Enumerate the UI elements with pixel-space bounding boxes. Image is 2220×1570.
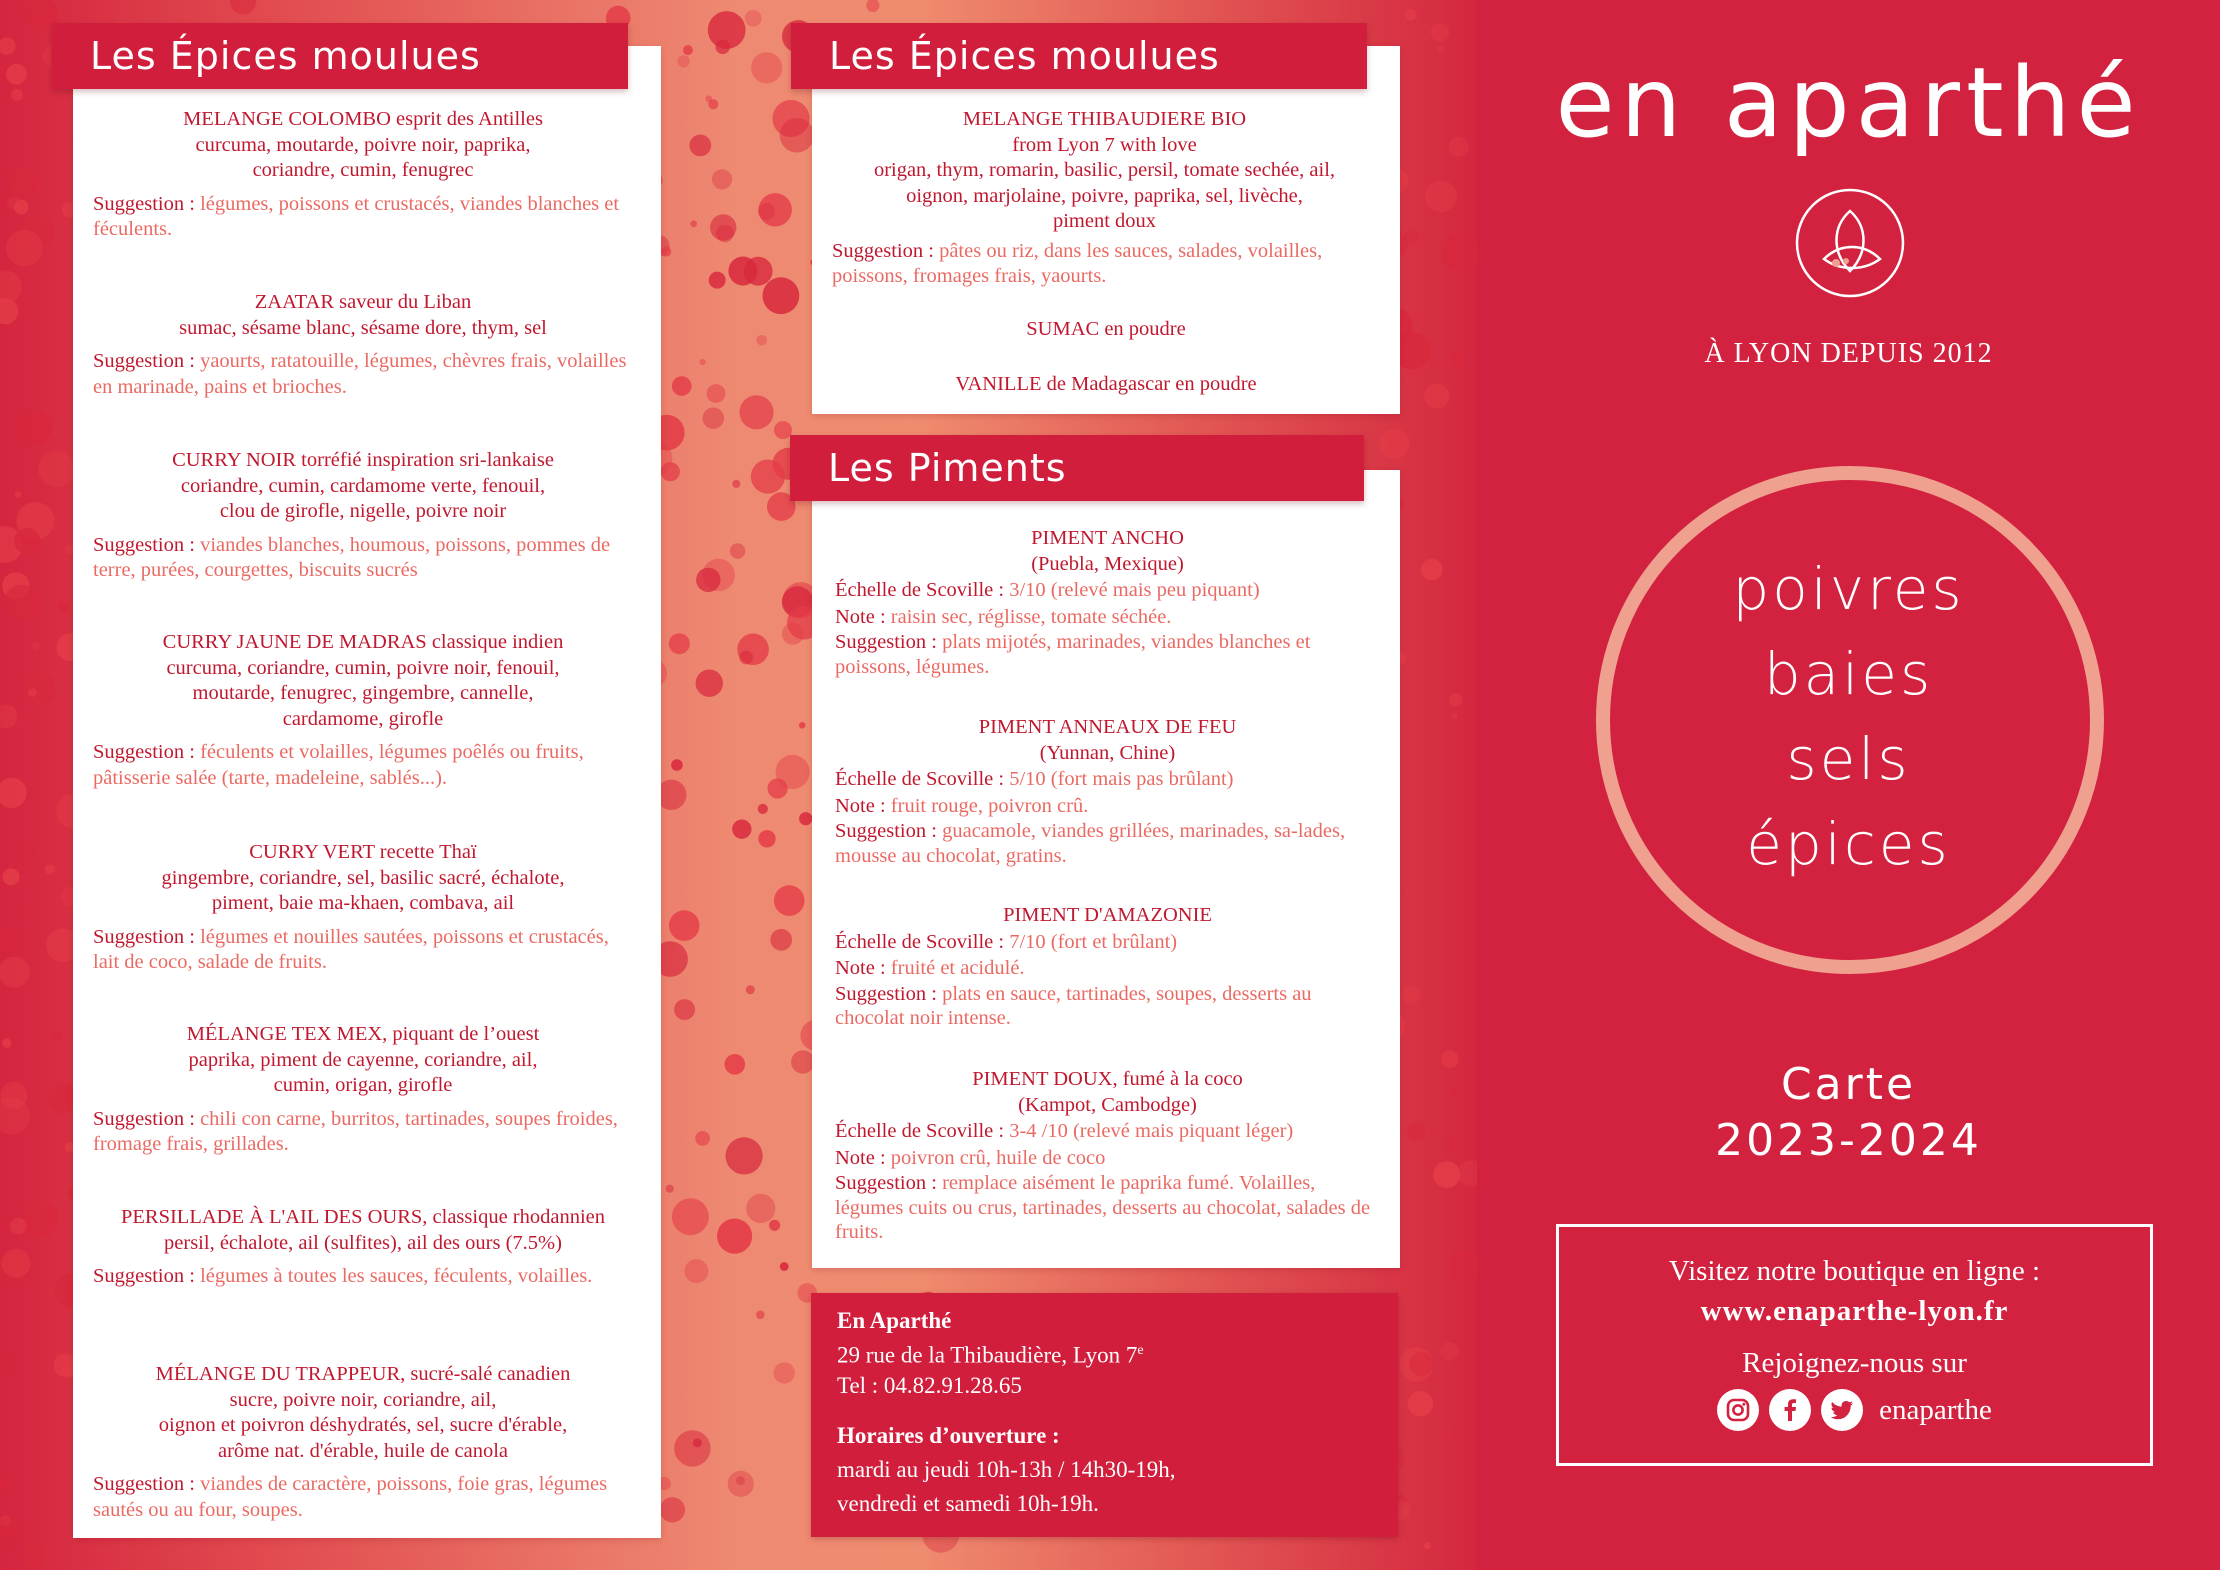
social-links [1559, 1389, 2150, 1431]
bokeh-dot [1441, 234, 1477, 272]
suggestion-label: Suggestion : [93, 533, 195, 556]
spice-entry [93, 107, 633, 243]
note-line-value: fruit rouge, poivron crû. [885, 794, 1089, 817]
note-line-value: fruité et acidulé. [885, 957, 1025, 979]
suggestion-text: chili con carne, burritos, tartinades, soupes froides, fromage frais, grillades. [93, 1107, 618, 1155]
entry-vanille: VANILLE de Madagascar en poudre [955, 373, 1257, 395]
bokeh-dot [2, 1038, 11, 1047]
spice-entry-line: MÉLANGE DU TRAPPEUR, sucré-salé canadien [155, 1363, 571, 1385]
bokeh-dot [696, 568, 720, 592]
bokeh-dot [726, 1137, 763, 1174]
bokeh-dot [1452, 1088, 1459, 1095]
bokeh-dot [677, 55, 689, 67]
suggestion-line-value: remplace aisément le paprika fumé. Volailles, légumes cuits ou crus, tartinades, desserts au chocolat, salades de fruits. [835, 1172, 1371, 1243]
spice-entry-suggestion [93, 740, 633, 791]
bokeh-dot [660, 1497, 685, 1522]
bokeh-dot [4, 585, 40, 621]
note-line-value: poivron crû, huile de coco [885, 1146, 1106, 1169]
scoville-line [835, 766, 1380, 793]
suggestion-text: légumes à toutes les sauces, féculents, volailles. [194, 1265, 593, 1287]
entry-thibaudiere-suggestion: Suggestion : pâtes ou riz, dans les sauces, salades, volailles, poissons, fromages frais, yaourts. [832, 239, 1323, 287]
bokeh-dot [693, 1438, 702, 1447]
join-text: Rejoignez-nous sur [1742, 1347, 1967, 1379]
bokeh-dot [1452, 351, 1468, 367]
piment-entry [835, 1067, 1380, 1245]
bokeh-dot [0, 928, 23, 953]
bokeh-dot [1449, 136, 1469, 156]
bokeh-dot [7, 197, 20, 210]
bokeh-dot [725, 1054, 746, 1075]
suggestion-label: Suggestion : [93, 1107, 195, 1130]
bokeh-dot [23, 1202, 58, 1237]
spice-entry-title [93, 1205, 633, 1256]
hours-line-1: mardi au jeudi 10h-13h / 14h30-19h, [837, 1456, 1176, 1482]
spice-entry-line: coriandre, cumin, cardamome verte, fenouil, [180, 474, 546, 497]
bokeh-dot [799, 722, 806, 729]
suggestion-line [835, 982, 1380, 1031]
bokeh-dot [866, 0, 879, 12]
bokeh-dot [6, 230, 43, 267]
note-line [835, 955, 1380, 982]
bokeh-dot [672, 1198, 709, 1235]
suggestion-line-label: Suggestion : [835, 820, 937, 842]
shop-phone: Tel : 04.82.91.28.65 [837, 1372, 1022, 1398]
spice-entry-line: arôme nat. d'érable, huile de canola [218, 1439, 508, 1462]
spice-entry-line: cardamome, girofle [282, 707, 444, 730]
bokeh-dot [53, 1032, 63, 1042]
spice-entry-line: moutarde, fenugrec, gingembre, cannelle, [192, 682, 534, 704]
bokeh-dot [700, 359, 706, 365]
info-box [811, 1293, 1398, 1537]
bokeh-dot [1407, 1122, 1426, 1141]
col1-header: Les Épices moulues [52, 23, 628, 89]
scoville-line-label: Échelle de Scoville : [835, 1120, 1005, 1142]
scoville-line [835, 577, 1380, 604]
suggestion-label: Suggestion : [93, 741, 195, 763]
bokeh-dot [684, 1259, 708, 1283]
bokeh-dot [32, 642, 40, 650]
scoville-line [835, 929, 1380, 956]
bokeh-dot [1404, 229, 1419, 244]
spice-entry-line: paprika, piment de cayenne, coriandre, ail, [188, 1048, 538, 1071]
category-baies: baies [1763, 640, 1934, 708]
spice-entry [93, 1362, 633, 1523]
bokeh-dot [728, 1471, 754, 1497]
bokeh-dot [14, 528, 40, 554]
carte-label [1477, 1057, 2220, 1169]
bokeh-dot [715, 40, 730, 55]
bokeh-dot [683, 45, 693, 55]
bokeh-dot [20, 906, 30, 916]
suggestion-label: Suggestion : [93, 192, 195, 215]
bokeh-dot [37, 22, 49, 34]
bokeh-dot [0, 1474, 10, 1493]
bokeh-dot [709, 272, 726, 289]
piment-title-line: PIMENT DOUX, fumé à la coco [972, 1068, 1243, 1090]
note-line-label: Note : [835, 605, 886, 628]
bokeh-dot [770, 929, 792, 951]
hours-title: Horaires d’ouverture : [837, 1422, 1060, 1448]
suggestion-line-value: guacamole, viandes grillées, marinades, sa-lades, mousse au chocolat, gratins. [835, 820, 1346, 867]
entry-thibaudiere [832, 107, 1377, 290]
bokeh-dot [0, 1351, 15, 1378]
bokeh-dot [705, 95, 712, 102]
spice-entry-line: persil, échalote, ail (sulfites), ail des ours (7.5%) [164, 1231, 562, 1254]
piment-title-line: PIMENT ANCHO [1031, 527, 1184, 549]
suggestion-line-label: Suggestion : [835, 982, 937, 1005]
bokeh-dot [1449, 693, 1462, 706]
bokeh-dot [15, 491, 22, 498]
bokeh-dot [732, 820, 751, 839]
piment-title-line: (Kampot, Cambodge) [1018, 1093, 1197, 1116]
scoville-line [835, 1118, 1380, 1145]
hours-line-2: vendredi et samedi 10h-19h. [837, 1490, 1099, 1516]
bokeh-dot [661, 462, 680, 481]
spice-entry [93, 630, 633, 791]
bokeh-dot [674, 999, 695, 1020]
bokeh-dot [1431, 23, 1450, 42]
spice-entry-suggestion [93, 1107, 633, 1158]
spice-entry-line: oignon, marjolaine, poivre, paprika, sel, livèche, [906, 184, 1303, 207]
spice-entry-title [93, 840, 633, 917]
bokeh-dot [1425, 181, 1456, 212]
scoville-line-label: Échelle de Scoville : [835, 579, 1005, 601]
scoville-line-value: 3/10 (relevé mais peu piquant) [1004, 579, 1260, 601]
spice-entry-line: coriandre, cumin, fenugrec [252, 159, 474, 181]
spice-entry-line: MELANGE THIBAUDIERE BIO [962, 108, 1247, 130]
bokeh-dot [674, 1430, 710, 1466]
spice-entry-line: gingembre, coriandre, sel, basilic sacré, échalote, [161, 866, 565, 889]
bokeh-dot [672, 376, 692, 396]
bokeh-dot [10, 1218, 27, 1235]
suggestion-line-label: Suggestion : [835, 1172, 937, 1194]
bokeh-dot [746, 985, 755, 994]
spice-entry-title [93, 1022, 633, 1099]
spice-entry-line: from Lyon 7 with love [1012, 133, 1197, 156]
bokeh-dot [1457, 1160, 1477, 1186]
note-line [835, 793, 1380, 820]
spice-entry-line: cumin, origan, girofle [273, 1074, 453, 1096]
bokeh-dot [1409, 1352, 1433, 1376]
spice-entry-suggestion [93, 192, 633, 243]
suggestion-line [835, 630, 1380, 679]
bokeh-dot [1424, 384, 1449, 409]
scoville-line-value: 3-4 /10 (relevé mais piquant léger) [1004, 1120, 1294, 1142]
spice-entry-line: CURRY JAUNE DE MADRAS classique indien [162, 631, 564, 653]
bokeh-dot [751, 52, 782, 83]
scoville-line-value: 5/10 (fort mais pas brûlant) [1004, 768, 1234, 790]
bokeh-dot [1437, 45, 1444, 52]
spice-entry-line: CURRY NOIR torréfié inspiration sri-lankaise [172, 449, 554, 471]
piment-title-line: (Puebla, Mexique) [1031, 552, 1184, 575]
carte-years: 2023-2024 [1715, 1115, 1982, 1166]
bokeh-dot [1451, 713, 1457, 719]
suggestion-text: féculents et volailles, légumes poêlés ou fruits, pâtisserie salée (tarte, madeleine, sablés...). [93, 741, 584, 789]
social-handle[interactable]: enaparthe [1879, 1393, 1992, 1426]
leaf-logo-icon [1794, 187, 1906, 299]
shop-address: 29 rue de la Thibaudière, Lyon 7e [837, 1342, 1144, 1368]
spice-entry [93, 1205, 633, 1290]
bokeh-dot [1408, 1391, 1433, 1416]
bokeh-dot [23, 19, 30, 26]
bokeh-dot [732, 480, 740, 488]
bokeh-dot [28, 688, 37, 697]
bokeh-dot [45, 865, 55, 875]
suggestion-text: viandes blanches, houmous, poissons, pommes de terre, purées, courgettes, biscuits sucrés [93, 533, 611, 581]
shop-line: Visitez notre boutique en ligne : [1668, 1255, 2041, 1287]
bokeh-dot [11, 89, 23, 101]
spice-entry-suggestion [93, 1472, 633, 1523]
bokeh-dot [661, 246, 671, 256]
bokeh-dot [763, 277, 800, 314]
bokeh-dot [3, 868, 20, 885]
spice-entry-title [93, 630, 633, 732]
bokeh-dot [776, 755, 810, 789]
piment-entry [835, 715, 1380, 868]
bokeh-dot [774, 885, 805, 916]
bokeh-dot [757, 335, 768, 346]
facebook-icon[interactable] [1769, 1389, 1811, 1431]
bokeh-dot [739, 651, 753, 665]
bokeh-dot [17, 410, 52, 445]
bokeh-dot [756, 1311, 765, 1320]
piment-title-line: PIMENT ANNEAUX DE FEU [978, 716, 1237, 738]
bokeh-dot [774, 1362, 795, 1383]
bokeh-dot [2, 1249, 31, 1278]
bokeh-dot [39, 451, 75, 487]
spice-entry-line: MÉLANGE TEX MEX, piquant de l’ouest [186, 1023, 540, 1045]
spice-entry-title [93, 107, 633, 184]
spice-entry [93, 1022, 633, 1158]
bokeh-dot [690, 220, 697, 227]
suggestion-text: légumes, poissons et crustacés, viandes blanches et féculents. [93, 192, 620, 240]
bokeh-dot [1421, 559, 1443, 581]
spice-entry-line: oignon et poivron déshydratés, sel, sucre d'érable, [158, 1414, 568, 1436]
bokeh-dot [1424, 1542, 1431, 1549]
spice-entry-suggestion [93, 925, 633, 976]
bokeh-dot [746, 1194, 775, 1223]
bokeh-dot [20, 1542, 47, 1569]
bokeh-dot [1379, 429, 1409, 459]
spice-entry-line: sumac, sésame blanc, sésame dore, thym, sel [179, 316, 547, 339]
bokeh-dot [15, 844, 37, 866]
shop-url-link[interactable]: www.enaparthe-lyon.fr [1700, 1295, 2009, 1327]
col2-header: Les Épices moulues [791, 23, 1367, 89]
bokeh-dot [58, 602, 69, 613]
bokeh-dot [799, 812, 812, 825]
bokeh-dot [758, 804, 768, 814]
spice-entry-line: piment, baie ma-khaen, combava, ail [211, 892, 515, 914]
bokeh-dot [739, 395, 773, 429]
bokeh-dot [1444, 1137, 1460, 1153]
spice-entry-line: CURRY VERT recette Thaï [249, 841, 477, 863]
note-line-value: raisin sec, réglisse, tomate séchée. [885, 605, 1172, 628]
bokeh-dot [0, 778, 27, 808]
scoville-line-value: 7/10 (fort et brûlant) [1004, 930, 1178, 953]
bokeh-dot [669, 910, 700, 941]
scoville-line-label: Échelle de Scoville : [835, 768, 1005, 790]
piment-entry [835, 526, 1380, 679]
spice-entry-line: sucre, poivre noir, coriandre, ail, [229, 1388, 497, 1411]
bokeh-dot [230, 0, 256, 14]
spice-entry-line: origan, thym, romarin, basilic, persil, tomate sechée, ail, [873, 159, 1336, 181]
bokeh-dot [712, 169, 732, 189]
carte-title: Carte [1780, 1059, 1917, 1110]
suggestion-label: Suggestion : [93, 1265, 195, 1287]
instagram-icon[interactable] [1717, 1389, 1759, 1431]
suggestion-text: yaourts, ratatouille, légumes, chèvres frais, volailles en marinade, pains et brioches. [93, 350, 627, 398]
suggestion-line-value: plats en sauce, tartinades, soupes, desserts au chocolat noir intense. [835, 982, 1312, 1029]
brand-title: en aparthé [1555, 47, 2142, 159]
col1-card [73, 46, 661, 1538]
bokeh-dot [5, 1277, 15, 1287]
entry-sumac: SUMAC en poudre [1026, 318, 1186, 340]
spice-entry-suggestion [93, 533, 633, 584]
spice-entry-line: piment doux [1052, 210, 1157, 232]
bokeh-dot [0, 37, 16, 55]
bokeh-dot [671, 759, 683, 771]
suggestion-line [835, 819, 1380, 868]
piments-header: Les Piments [790, 435, 1364, 501]
suggestion-text: légumes et nouilles sautées, poissons et crustacés, lait de coco, salade de fruits. [93, 925, 609, 973]
spice-entry-title [93, 290, 633, 341]
spice-entry-title [93, 448, 633, 525]
note-line [835, 604, 1380, 631]
bokeh-dot [730, 543, 745, 558]
bokeh-dot [717, 1219, 752, 1254]
bokeh-dot [0, 1097, 30, 1135]
piment-entry [835, 903, 1380, 1031]
bokeh-dot [1441, 1050, 1459, 1068]
spice-entry [93, 448, 633, 584]
bokeh-dot [758, 830, 775, 847]
bokeh-dot [758, 203, 775, 220]
piment-title-line: PIMENT D'AMAZONIE [1003, 904, 1212, 926]
spice-entry-line: MELANGE COLOMBO esprit des Antilles [183, 108, 543, 130]
category-epices: épices [1746, 810, 1951, 878]
bokeh-dot [1402, 986, 1421, 1005]
spice-entry-line: clou de girofle, nigelle, poivre noir [219, 500, 507, 522]
suggestion-line-value: plats mijotés, marinades, viandes blanches et poissons, légumes. [835, 631, 1311, 678]
bokeh-dot [666, 1185, 674, 1193]
spice-entry-title [93, 1362, 633, 1464]
note-line-label: Note : [835, 794, 886, 817]
shop-box [1556, 1224, 2153, 1466]
entry-thibaudiere-lines [832, 107, 1377, 235]
suggestion-text: viandes de caractère, poissons, foie gras, légumes sautés ou au four, soupes. [93, 1473, 608, 1521]
bokeh-dot [689, 135, 711, 157]
bokeh-dot [710, 214, 736, 240]
bokeh-dot [0, 957, 30, 988]
bokeh-dot [1449, 1251, 1477, 1282]
bokeh-dot [1405, 9, 1416, 20]
spice-entry-line: ZAATAR saveur du Liban [254, 291, 472, 313]
spice-entry-line: PERSILLADE À L'AIL DES OURS, classique rhodannien [120, 1206, 606, 1228]
spice-entry [93, 290, 633, 400]
bokeh-dot [0, 704, 17, 728]
suggestion-label: Suggestion : [93, 350, 195, 372]
bokeh-dot [769, 1220, 780, 1231]
spice-entry [93, 840, 633, 976]
category-poivres: poivres [1732, 555, 1965, 623]
bokeh-dot [1452, 1431, 1459, 1438]
bokeh-dot [669, 633, 690, 654]
spice-entry-line: curcuma, moutarde, poivre noir, paprika, [195, 133, 531, 156]
spice-entry-line: curcuma, coriandre, cumin, poivre noir, fenouil, [166, 656, 560, 679]
bokeh-dot [1433, 1161, 1460, 1188]
note-line-label: Note : [835, 957, 886, 979]
bokeh-dot [791, 1050, 814, 1073]
note-line [835, 1145, 1380, 1172]
category-sels: sels [1786, 725, 1911, 793]
spice-entry-suggestion [93, 349, 633, 400]
suggestion-line [835, 1171, 1380, 1245]
category-ring [1596, 466, 2104, 974]
bokeh-dot [695, 1131, 710, 1146]
bokeh-dot [1440, 1342, 1458, 1360]
bokeh-dot [23, 673, 56, 706]
suggestion-line-label: Suggestion : [835, 631, 937, 653]
note-line-label: Note : [835, 1146, 886, 1169]
bokeh-dot [0, 270, 22, 303]
scoville-line-label: Échelle de Scoville : [835, 930, 1005, 953]
bokeh-dot [6, 64, 27, 85]
bokeh-dot [707, 384, 726, 403]
bokeh-dot [745, 10, 762, 27]
bokeh-dot [780, 1262, 789, 1271]
bokeh-dot [703, 407, 725, 429]
bokeh-dot [780, 118, 814, 152]
bokeh-dot [728, 257, 757, 286]
bokeh-dot [8, 168, 38, 198]
shop-name: En Aparthé [837, 1308, 952, 1333]
piment-title-line: (Yunnan, Chine) [1039, 741, 1176, 764]
since-text: À LYON DEPUIS 2012 [1704, 338, 1993, 369]
bokeh-dot [696, 670, 723, 697]
suggestion-label: Suggestion : [93, 1473, 195, 1495]
suggestion-label: Suggestion : [93, 925, 195, 948]
spice-entry-suggestion [93, 1264, 633, 1290]
twitter-icon[interactable] [1821, 1389, 1863, 1431]
